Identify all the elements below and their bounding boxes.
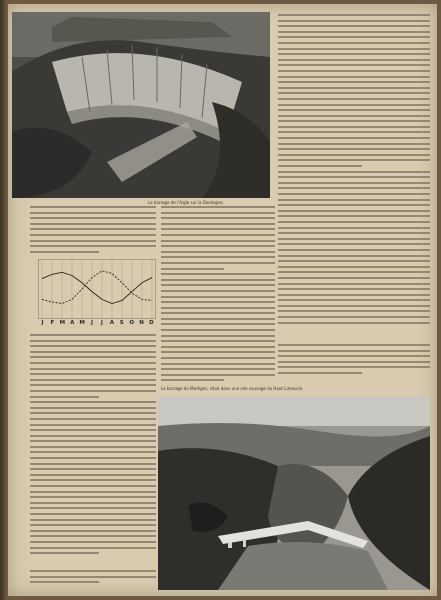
page-fold-shadow <box>0 0 7 600</box>
text-column-left-top <box>30 206 156 256</box>
dam-photo-bottom-image <box>158 396 430 590</box>
text-column-right-bottom <box>278 344 430 384</box>
chart-series-line-1 <box>42 272 152 303</box>
text-column-left-bottom <box>30 334 156 569</box>
chart-month-label: N <box>139 320 144 326</box>
chart-month-label: F <box>50 320 55 326</box>
seasonal-flow-chart-svg <box>38 259 156 319</box>
text-column-right-top <box>278 14 430 344</box>
dam-photo-top-caption: Le barrage de l'Aigle sur la Dordogne. <box>148 200 224 205</box>
chart-month-label: M <box>59 320 66 326</box>
chart-month-label: A <box>70 320 75 326</box>
chart-month-label: J <box>41 320 44 326</box>
text-column-left-end <box>30 570 156 590</box>
chart-month-label: O <box>129 320 134 326</box>
chart-month-label: J <box>91 320 94 326</box>
chart-month-label: S <box>119 320 124 326</box>
chart-month-label: A <box>109 320 114 326</box>
dam-photo-bottom <box>158 396 430 590</box>
dam-photo-top-image <box>12 12 270 198</box>
seasonal-flow-chart <box>38 259 156 319</box>
chart-series-line-2 <box>42 271 152 304</box>
chart-month-labels <box>38 320 156 328</box>
chart-month-label: J <box>100 320 103 326</box>
chart-month-label: D <box>149 320 154 326</box>
chart-month-label: M <box>79 320 85 326</box>
dam-photo-top <box>12 12 270 198</box>
text-column-middle <box>161 206 275 386</box>
dam-photo-bottom-caption: Le barrage du Marèges, situé dans une site sauvage du Haut Limousin. <box>161 386 304 391</box>
magazine-page <box>8 4 437 596</box>
